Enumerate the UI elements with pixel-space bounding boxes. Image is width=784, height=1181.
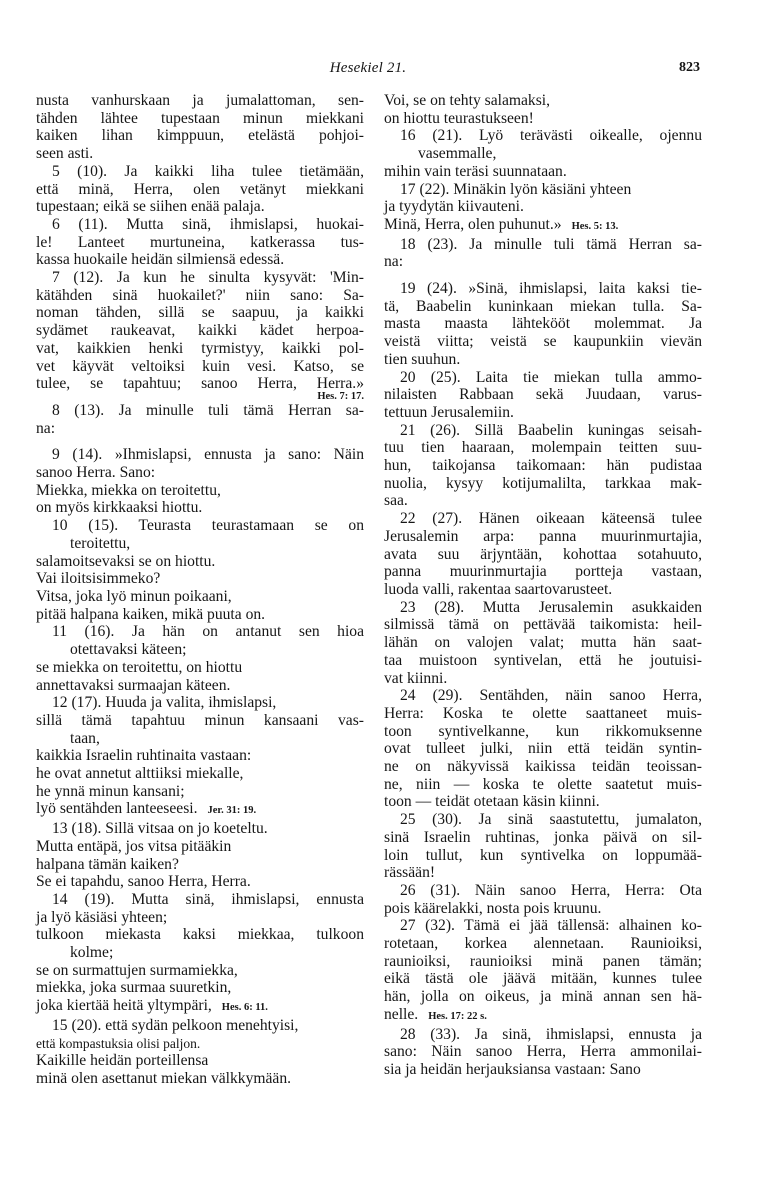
line-text: ja tyydytän kiivauteni. [384,198,524,216]
line-text: 19 (24). »Sinä, ihmislapsi, laita kaksi tie- [400,280,702,298]
text-line [384,634,702,652]
line-text: lähän on valojen valat; mutta hän saat- [384,634,702,652]
text-line [36,997,364,1017]
line-text: 5 (10). Ja kaikki liha tulee tietämään, [52,162,364,180]
line-text: kolme; [70,944,114,962]
text-line [36,358,364,376]
cross-reference: Hes. 17: 22 s. [428,1010,487,1022]
line-text: na: [36,419,56,437]
text-line [36,820,364,838]
line-text: tien suuhun. [384,350,461,368]
line-text: vasemmalle, [418,145,497,163]
line-text: 23 (28). Mutta Jerusalemin asukkaiden [400,598,702,616]
text-line [384,546,702,564]
line-text: 18 (23). Ja minulle tuli tämä Herran sa- [400,235,702,253]
text-line [384,900,702,918]
text-line [36,677,364,695]
text-line [384,793,702,811]
line-text: tettuun Jerusalemiin. [384,403,514,421]
line-text: kassa huokaile heidän silmiensä edessä. [36,251,285,269]
text-line [36,1052,364,1070]
text-line [384,1061,702,1079]
line-text: he ovat annetut alttiiksi miekalle, [36,765,244,783]
line-text: vet käyvät veltoiksi kuin vesi. Katso, se [36,357,364,375]
line-text: 10 (15). Teurasta teurastamaan se on [52,517,364,535]
text-line [36,765,364,783]
line-text: Vitsa, joka lyö minun poikaani, [36,587,232,605]
text-line [36,304,364,322]
text-line [384,528,702,546]
text-line [36,181,364,199]
line-text: 15 (20). että sydän pelkoon menehtyisi, [52,1016,299,1034]
line-text: 8 (13). Ja minulle tuli tämä Herran sa- [52,401,364,419]
cross-reference: Jer. 31: 19. [207,805,257,817]
line-text: toon — teidät otetaan käsin kiinni. [384,793,600,811]
line-text: avata suu ärjyntään, kohottaa sotahuuto, [384,545,702,563]
line-text: tähden lähtee tupestaan minun miekkani [36,109,364,127]
text-line [36,92,364,110]
cross-reference: Hes. 5: 13. [571,220,619,232]
line-text: on hiottu teurastukseen! [384,109,534,127]
line-text: raunioiksi, raunioiksi minä panen tämän; [384,952,702,970]
line-text: ja lyö käsiäsi yhteen; [36,908,168,926]
line-text: luoda valli, rakentaa saartovarusteet. [384,580,613,598]
line-text: tuu tien haaraan, molempain teitten suu- [384,439,702,457]
line-text: Miekka, miekka on teroitettu, [36,481,221,499]
text-line [36,1070,364,1088]
line-text: masta maasta lähtekööt molemmat. Ja [384,315,702,333]
line-text: se miekka on teroitettu, on hiottu [36,658,243,676]
text-line [36,891,364,909]
text-line [36,110,364,128]
text-line [384,216,702,236]
line-text: Jerusalemin arpa: panna muurinmurtajia, [384,527,702,545]
line-text: 16 (21). Lyö terävästi oikealle, ojennu [400,127,702,145]
text-line [384,1006,702,1026]
line-text: annettavaksi surmaajan käteen. [36,676,231,694]
text-line [36,251,364,269]
text-line [36,570,364,588]
text-line [384,92,702,110]
text-line [384,198,702,216]
text-line [384,953,702,971]
text-line [384,253,702,271]
text-line [36,464,364,482]
cross-reference: Hes. 6: 11. [221,1002,268,1014]
text-line [384,616,702,634]
text-line [384,563,702,581]
text-line [384,705,702,723]
text-line [36,838,364,856]
right-text-column [384,92,702,1079]
text-line [384,386,702,404]
line-text: sano: Näin sanoo Herra, Herra ammonilai- [384,1043,702,1061]
line-text: loin tullut, kun syntivelka on loppumää- [384,846,702,864]
line-text: otettavaksi käteen; [70,641,187,659]
line-text: Minä, Herra, olen puhunut.» [384,215,562,233]
text-line [384,687,702,705]
text-line [384,163,702,181]
text-line [384,236,702,254]
text-line [384,127,702,145]
line-text: nilaisten Rabbaan sekä Juudaan, varus- [384,386,702,404]
line-text: Herra: Koska te olette saattaneet muis- [384,704,702,722]
text-line [384,510,702,528]
line-text: minä olen asettanut miekan välkkymään. [36,1069,292,1087]
line-text: sillä tämä tapahtuu minun kansaani vas- [36,711,364,729]
text-line [384,882,702,900]
line-text: tupestaan; eikä se siihen enää palaja. [36,198,265,216]
text-line [384,1043,702,1061]
text-line [384,829,702,847]
line-text: mihin vain teräsi suunnataan. [384,162,567,180]
text-line [36,420,364,438]
text-line [384,422,702,440]
line-text: Mutta entäpä, jos vitsa pitääkin [36,837,232,855]
text-line [36,623,364,641]
text-line [36,553,364,571]
line-text: le! Lanteet murtuneina, katkerassa tus- [36,233,364,251]
text-line [36,322,364,340]
line-text: 22 (27). Hänen oikeaan käteensä tulee [400,510,702,528]
text-line [36,163,364,181]
line-text: 26 (31). Näin sanoo Herra, Herra: Ota [400,881,702,899]
line-text: lyö sentähden lanteeseesi. [36,800,198,818]
line-text: 25 (30). Ja sinä saastutettu, jumalaton, [400,811,702,829]
text-line [36,856,364,874]
text-line [384,864,702,882]
line-text: rässään! [384,864,436,882]
line-text: saa. [384,492,408,510]
text-line [384,652,702,670]
text-line [36,402,364,420]
line-text: noman tähden, sillä se saapuu, ja kaikki [36,304,364,322]
text-line [36,694,364,712]
text-line [384,988,702,1006]
text-line [384,670,702,688]
line-text: eikä tästä ole jäävä mitään, kunnes tulee [384,970,702,988]
text-line [36,783,364,801]
text-line [36,926,364,944]
line-text: Voi, se on tehty salamaksi, [384,92,551,109]
line-text: 12 (17). Huuda ja valita, ihmislapsi, [52,694,277,712]
text-line [384,970,702,988]
line-text: hun, taikojansa taikomaan: hän pudistaa [384,457,702,475]
text-line [384,110,702,128]
text-line [384,457,702,475]
line-text: hän, jolla on oikeus, ja minä annan sen hä- [384,988,702,1006]
line-text: ne, niin — koska te olette saatetut muis- [384,775,702,793]
text-line [384,581,702,599]
text-line [384,181,702,199]
line-text: panna muurinmurtajia portteja vastaan, [384,563,702,581]
line-text: ovat tulleet julki, niin että teidän syntin- [384,740,702,758]
line-text: 6 (11). Mutta sinä, ihmislapsi, huokai- [52,215,364,233]
line-text: tä, Baabelin kuninkaan miekan tulla. Sa- [384,297,702,315]
text-line [36,517,364,535]
text-line [36,482,364,500]
text-line [36,287,364,305]
line-text: kaiken lihan kimppuun, etelästä pohjoi- [36,127,364,145]
line-text: vat, kaikkien henki tyrmistyy, kaikki pol- [36,339,364,357]
text-line [384,599,702,617]
text-line [384,935,702,953]
line-text: toon syntivelkanne, kun rikkomuksenne [384,722,702,740]
text-line [36,747,364,765]
text-line [36,730,364,748]
text-line [36,944,364,962]
text-line [36,127,364,145]
line-text: sydämet raukeavat, kaikki kädet herpoa- [36,322,364,340]
text-line [36,446,364,464]
line-text: joka kiertää heitä yltympäri, [36,997,212,1015]
line-text: taan, [70,729,100,747]
text-line [384,369,702,387]
text-line [36,499,364,517]
line-text: 28 (33). Ja sinä, ihmislapsi, ennusta ja [400,1025,702,1043]
text-line [36,216,364,234]
line-text: sinä Israelin ruhtinas, jonka päivä on sil- [384,828,702,846]
line-text: taa muistoon syntivelan, että he joutuisi- [384,651,702,669]
text-line [36,535,364,553]
line-text: 11 (16). Ja hän on antanut sen hioa [52,623,364,641]
text-line [384,492,702,510]
text-line [384,917,702,935]
line-text: että minä, Herra, olen vetänyt miekkani [36,180,364,198]
line-text: salamoitsevaksi se on hiottu. [36,552,216,570]
text-line [36,269,364,287]
line-text: 13 (18). Sillä vitsaa on jo koeteltu. [52,820,268,838]
line-text: pois käärelakki, nosta pois kruunu. [384,899,602,917]
line-text: sia ja heidän herjauksiansa vastaan: Sano [384,1060,641,1078]
line-text: 17 (22). Minäkin lyön käsiäni yhteen [400,180,632,198]
line-text: seen asti. [36,145,94,163]
line-text: sanoo Herra. Sano: [36,464,156,482]
line-text: vat kiinni. [384,669,448,687]
text-line [36,909,364,927]
line-text: tulee, se tapahtuu; sanoo Herra, Herra.» [36,375,364,393]
text-line [36,800,364,820]
text-line [384,723,702,741]
left-text-column [36,92,364,1088]
line-text: kaikkia Israelin ruhtinaita vastaan: [36,747,252,765]
text-line [36,198,364,216]
line-text: on myös kirkkaaksi hiottu. [36,499,203,517]
text-line [384,475,702,493]
text-line [384,1026,702,1044]
text-line [384,280,702,298]
cross-reference: Hes. 7: 17. [317,390,364,402]
line-text: Vai iloitsisimmeko? [36,570,161,588]
text-line [36,606,364,624]
text-line [36,234,364,252]
line-text: tulkoon miekasta kaksi miekkaa, tulkoon [36,926,364,944]
line-text: halpana tämän kaiken? [36,855,179,873]
line-text: teroitettu, [70,534,131,552]
line-text: na: [384,253,404,271]
line-text: miekka, joka surmaa suuretkin, [36,979,232,997]
text-line [36,659,364,677]
text-line [36,340,364,358]
line-text: 27 (32). Tämä ei jää tällensä: alhainen ko- [400,917,702,935]
page-number: 823 [679,60,700,75]
text-line [36,641,364,659]
line-text: ne on näkyvissä kaikissa teidän teoissan- [384,758,702,776]
line-text: he ynnä minun kansani; [36,782,185,800]
line-text: se on surmattujen surmamiekka, [36,961,238,979]
line-text: Se ei tapahdu, sanoo Herra, Herra. [36,873,251,891]
line-text: 20 (25). Laita tie miekan tulla ammo- [400,368,702,386]
line-text: silmissä tämä on pettävää taikomista: heil- [384,616,702,634]
text-line [36,145,364,163]
text-line [384,811,702,829]
line-text: nuolia, kysyy kotijumalilta, tarkkaa mak- [384,474,702,492]
page-title: Hesekiel 21. [329,60,407,76]
text-line [36,375,364,393]
text-line [384,351,702,369]
text-line [384,145,702,163]
text-line [36,588,364,606]
text-line [384,740,702,758]
text-line [36,979,364,997]
line-text: kätähden sinä huokailet?' niin sano: Sa- [36,286,364,304]
text-line [384,315,702,333]
line-text: että kompastuksia olisi paljon. [36,1035,201,1051]
text-line [36,1035,364,1053]
line-text: veistä viitta; veistä se kaupunkiin vievän [384,333,702,351]
line-text: 14 (19). Mutta sinä, ihmislapsi, ennusta [52,890,364,908]
text-line [36,962,364,980]
text-line [384,333,702,351]
running-header [36,60,700,84]
text-line [384,298,702,316]
text-line [384,758,702,776]
text-line [36,1017,364,1035]
text-line [36,712,364,730]
text-line [384,439,702,457]
text-line [384,776,702,794]
line-text: 7 (12). Ja kun he sinulta kysyvät: 'Min- [52,269,364,287]
line-text: 21 (26). Sillä Baabelin kuningas seisah- [400,421,702,439]
line-text: Kaikille heidän porteillensa [36,1052,209,1070]
line-text: nelle. [384,1005,419,1023]
line-text: rotetaan, korkea alennetaan. Raunioiksi, [384,935,702,953]
line-text: nusta vanhurskaan ja jumalattoman, sen- [36,92,364,109]
line-text: 9 (14). »Ihmislapsi, ennusta ja sano: Näin [52,446,364,464]
line-text: 24 (29). Sentähden, näin sanoo Herra, [400,687,702,705]
text-line [384,847,702,865]
text-line [384,404,702,422]
text-line [36,873,364,891]
line-text: pitää halpana kaiken, mikä puuta on. [36,605,266,623]
